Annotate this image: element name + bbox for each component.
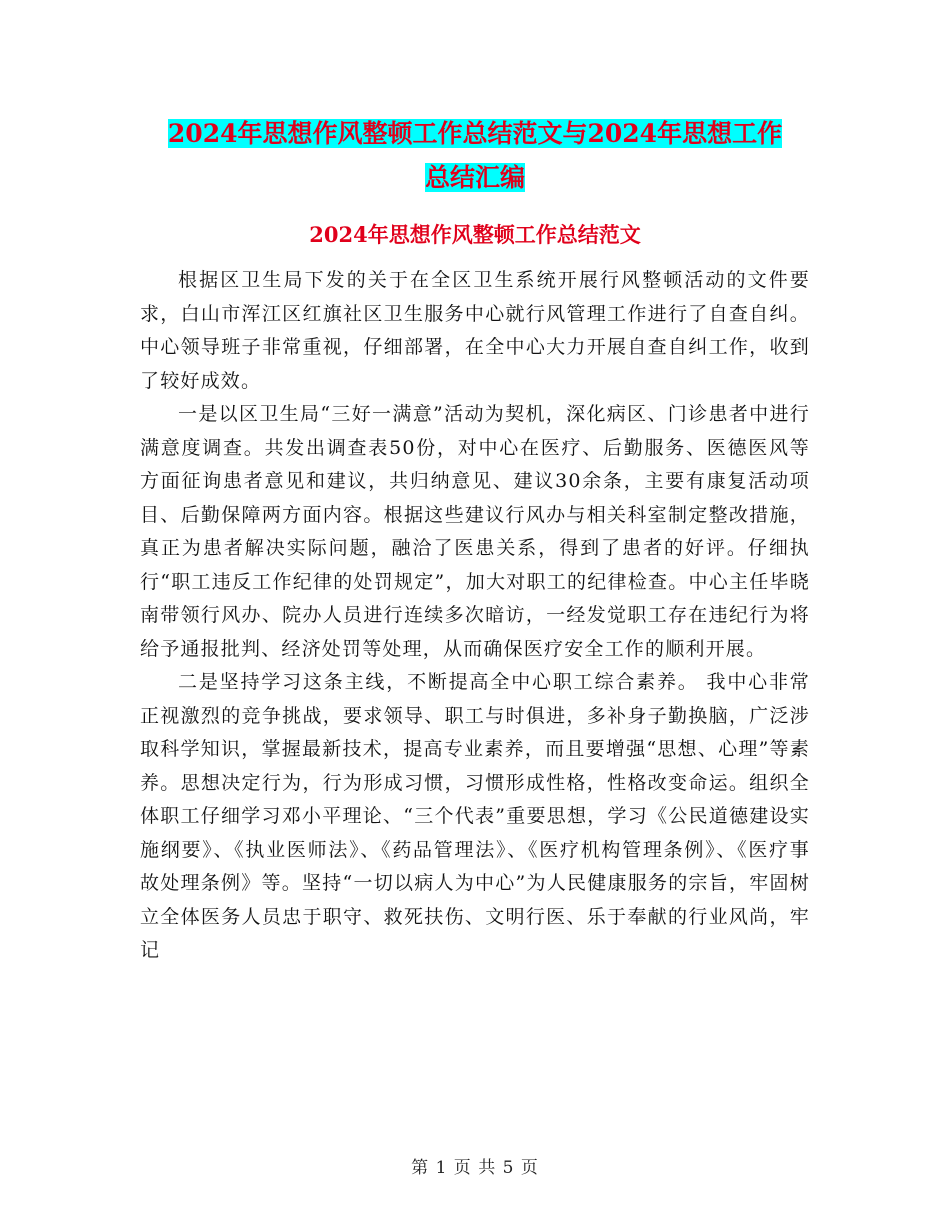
document-body — [140, 264, 810, 968]
paragraph-point-two: 二是坚持学习这条主线，不断提高全中心职工综合素养。 我中心非常正视激烈的竞争挑战，要求领导、职工与时俱进，多补身子勤换脑，广泛涉取科学知识，掌握最新技术，提高专业素养，而且要增强“思想、心理”等素养。思想决定行为，行为形成习惯，习惯形成性格，性格改变命运。组织全体职工仔细学习邓小平理论、“三个代表”重要思想，学习《公民道德建设实施纲要》、《执业医师法》、《药品管理法》、《医疗机构管理条例》、《医疗事故处理条例》等。坚持“一切以病人为中心”为人民健康服务的宗旨，牢固树立全体医务人员忠于职守、救死扶伤、文明行医、乐于奉献的行业风尚，牢记 — [140, 671, 810, 961]
paragraph-intro: 根据区卫生局下发的关于在全区卫生系统开展行风整顿活动的文件要求，白山市浑江区红旗社区卫生服务中心就行风管理工作进行了自查自纠。中心领导班子非常重视，仔细部署，在全中心大力开展自查自纠工作，收到了较好成效。 — [140, 269, 810, 392]
document-title-line2: 总结汇编 — [424, 163, 525, 192]
document-title — [140, 112, 810, 200]
paragraph-point-one: 一是以区卫生局“三好一满意”活动为契机，深化病区、门诊患者中进行满意度调查。共发出调查表50份，对中心在医疗、后勤服务、医德医风等方面征询患者意见和建议，共归纳意见、建议30余条，主要有康复活动项目、后勤保障两方面内容。根据这些建议行风办与相关科室制定整改措施，真正为患者解决实际问题，融洽了医患关系，得到了患者的好评。仔细执行“职工违反工作纪律的处罚规定”，加大对职工的纪律检查。中心主任毕晓南带领行风办、院办人员进行连续多次暗访，一经发觉职工存在违纪行为将给予通报批判、经济处罚等处理，从而确保医疗安全工作的顺利开展。 — [140, 403, 810, 660]
section-title: 2024年思想作风整顿工作总结范文 — [309, 222, 641, 247]
page-number-footer: 第 1 页 共 5 页 — [411, 1158, 539, 1178]
document-title-line1: 2024年思想作风整顿工作总结范文与2024年思想工作 — [167, 119, 783, 148]
